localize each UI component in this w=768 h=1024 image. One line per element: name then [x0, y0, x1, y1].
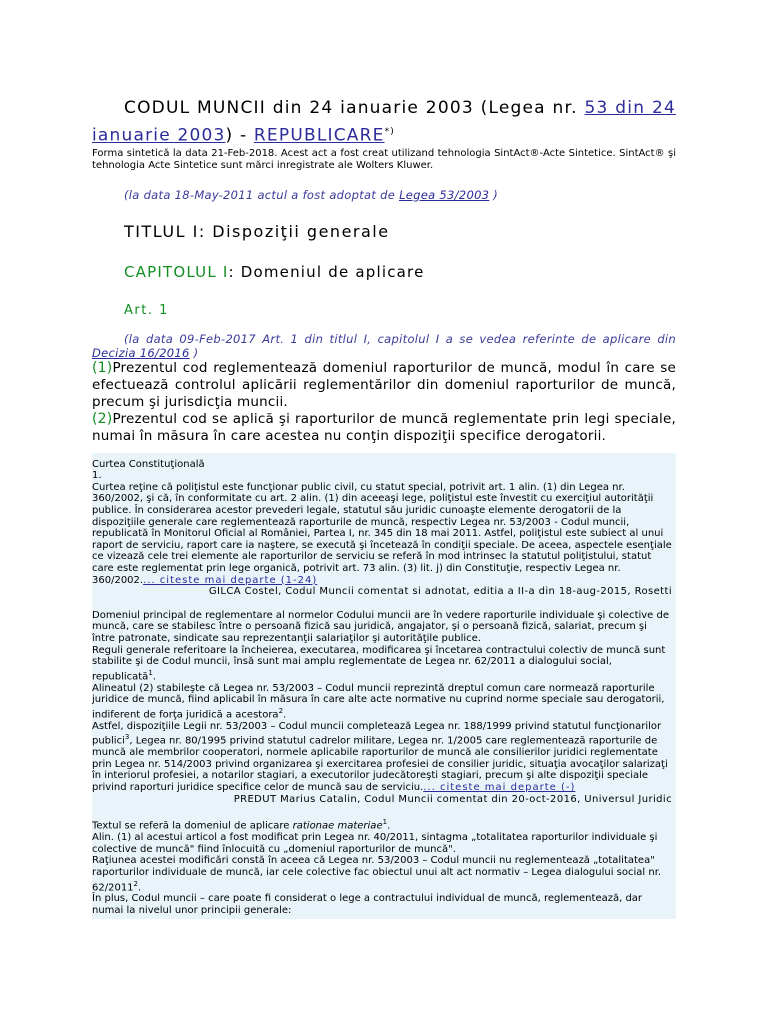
commentary-3-p2: Alin. (1) al acestui articol a fost modificat prin Legea nr. 40/2011, sintagma „totalitatea raporturilor individuale şi colective de muncă" fiind înlocuită cu „domeniul raporturilor de muncă". [92, 832, 658, 855]
paragraph-text: Prezentul cod se aplică şi raporturilor de muncă reglementate prin legi speciale, numai în măsura în care acestea nu conţin dispoziţii specifice derogatorii. [92, 410, 676, 444]
paragraph-number: (1) [92, 359, 113, 376]
commentary-3-p3-text: Raţiunea acestei modificări constă în aceea că Legea nr. 53/2003 – Codul muncii nu reglementează „totalitatea" raporturilor individuale de muncă, iar cele colective fac obiectul unui alt act normativ – Legea dialogului social nr. 62/2011 [92, 855, 662, 893]
commentary-1-author: GILCA Costel, Codul Muncii comentat si adnotat, editia a II-a din 18-aug-2015, Rosetti [208, 586, 672, 598]
read-more-link-1[interactable]: ... citeste mai departe (1-24) [143, 574, 318, 586]
republicare-link[interactable]: REPUBLICARE [253, 125, 385, 146]
law-link[interactable]: 53 din 24 ianuarie 2003 [92, 98, 676, 146]
footnote-ref: 2 [278, 706, 284, 715]
commentary-2-author: PREDUT Marius Catalin, Codul Muncii comentat din 20-oct-2016, Universul Juridic [233, 793, 672, 805]
synthetic-form-note: Forma sintetică la data 21-Feb-2018. Acest act a fost creat utilizand tehnologia SintAct®-Acte Sintetice. SintAct® şi tehnologia Acte Sintetice sunt mărci inregistrate ale Wolters Kluwer. [92, 147, 676, 171]
commentary-2-p3-text: Alineatul (2) stabileşte că Legea nr. 53/2003 – Codul muncii reprezintă dreptul comun care normează raporturile juridice de muncă, fiind aplicabil în măsura în care alte acte normative nu cuprind norme speciale sau derogatorii, indiferent de forţa juridică a acestora [92, 682, 665, 721]
adoption-suffix: ) [489, 187, 499, 202]
article-heading: Art. 1 [124, 302, 169, 318]
republicare-footnote: *) [384, 127, 395, 137]
chapter-heading [124, 263, 676, 281]
paragraph-number: (2) [92, 410, 113, 427]
commentary-2-p2: Reguli generale referitoare la încheierea, executarea, modificarea şi încetarea contractului colectiv de muncă sunt stabilite şi de Codul muncii, însă sunt mai amplu reglementate de Legea nr. 62/2011 a dialogului social, republicată$^1$. [92, 644, 666, 683]
commentary-3-p1-text: Textul se referă la domeniul de aplicare [92, 820, 293, 832]
chapter-label: CAPITOLUL I [124, 262, 229, 281]
title-heading: TITLUL I: Dispoziţii generale [124, 221, 390, 241]
document-title [92, 96, 676, 148]
commentary-1-number: 1. [92, 470, 102, 482]
commentary-1-body: Curtea reţine că poliţistul este funcţionar public civil, cu statut special, potrivit art. 1 alin. (1) din Legea nr. 360/2002, şi că, în conformitate cu art. 2 alin. (1) din aceeaşi lege, poliţistul este învestit cu exerciţiul autorităţii publice. În considerarea acestor prevederi legale, statutul său juridic cunoaşte elemente derogatorii de la dispoziţiile generale care reglementează raporturile de muncă, respectiv Legea nr. 53/2003 - Codul muncii, republicată în Monitorul Oficial al României, Partea I, nr. 345 din 18 mai 2011. Astfel, poliţistul este subiect al unui raport de serviciu, raport care ia naştere, se execută şi încetează în condiţii speciale. De aceea, aspectele esenţiale ce vizează cele trei elemente ale raporturilor de serviciu se referă în mod intrinsec la statutul poliţistului, statut care este reglementat prin lege organică, potrivit art. 73 alin. (3) lit. j) din Constituţie, respectiv Legea nr. 360/2002. [92, 481, 672, 586]
commentary-2-p4-text-a: Astfel, dispoziţiile Legii nr. 53/2003 – Codul muncii completează Legea nr. 188/1999 privind statutul funcţionarilor publici [92, 720, 662, 747]
footnote-ref: 3 [124, 733, 130, 742]
commentary-1-text [92, 482, 672, 586]
adoption-law-link[interactable]: Legea 53/2003 [399, 187, 490, 202]
title-mid: ) - [225, 125, 254, 146]
reference-note [92, 332, 676, 360]
chapter-text: : Domeniul de aplicare [228, 262, 425, 281]
adoption-prefix: (la data 18-May-2011 actul a fost adoptat de [124, 187, 400, 202]
commentary-2-p3: Alineatul (2) stabileşte că Legea nr. 53/2003 – Codul muncii reprezintă dreptul comun care normează raporturile juridice de muncă, fiind aplicabil în măsura în care alte acte normative nu cuprind norme speciale sau derogatorii, indiferent de forţa juridică a acestora$^2$. [92, 682, 665, 721]
commentary-3-p1: Textul se referă la domeniul de aplicare rationae materiae$^1$. [92, 818, 391, 832]
adoption-note [124, 188, 676, 202]
footnote-ref: 1 [148, 668, 153, 677]
paragraph-text: Prezentul cod reglementează domeniul raporturilor de muncă, modul în care se efectuează controlul aplicării reglementărilor din domeniul raporturilor de muncă, precum şi jurisdicţia muncii. [92, 359, 676, 410]
read-more-link-2[interactable]: ... citeste mai departe (-) [423, 782, 576, 794]
reference-prefix: (la data 09-Feb-2017 Art. 1 din titlul I, capitolul I a se vedea referinte de aplicare din [124, 331, 676, 346]
commentary-2-p2-text: Reguli generale referitoare la încheierea, executarea, modificarea şi încetarea contractului colectiv de muncă sunt stabilite şi de Codul muncii, însă sunt mai amplu reglementate de Legea nr. 62/2011 a dialogului social, republicată [92, 644, 666, 683]
decision-link[interactable]: Decizia 16/2016 [92, 345, 190, 360]
commentary-3-p3: Raţiunea acestei modificări constă în aceea că Legea nr. 53/2003 – Codul muncii nu reglementează „totalitatea" raporturilor individuale de muncă, iar cele colective fac obiectul unui alt act normativ – Legea dialogului social nr. 62/2011$^2$. [92, 855, 662, 893]
document-page [92, 96, 676, 919]
commentary-3-italic: rationae materiae [292, 820, 383, 832]
commentary-2-p1: Domeniul principal de reglementare al normelor Codului muncii are în vedere raporturile individuale şi colective de muncă, care se stabilesc între o persoană fizică sau juridică, angajator, şi o persoană fizică, salariat, precum şi între patronate, sindicate sau reprezentanţii salariaţilor şi autorităţile publice. [92, 609, 670, 644]
title-prefix: CODUL MUNCII din 24 ianuarie 2003 (Legea nr. [124, 98, 585, 118]
paragraph-2 [92, 411, 676, 445]
footnote-ref: 2 [133, 879, 139, 888]
reference-suffix: ) [189, 345, 199, 360]
paragraph-1 [92, 360, 676, 411]
commentary-2-p4-text-b: , Legea nr. 80/1995 privind statutul cadrelor militare, Legea nr. 1/2005 care reglementează raporturile de muncă ale membrilor cooperatori, normele aplicabile raporturilor de muncă ale consilierilor juridici reglementate prin Legea nr. 514/2003 privind organizarea şi exercitarea profesiei de consilier juridic, situaţia avocaţilor salarizaţi în interiorul profesiei, a notarilor stagiari, a executorilor judecătoreşti stagiari, precum şi alte dispoziţii speciale privind raporturi juridice specifice celor de muncă sau de serviciu. [92, 735, 668, 794]
commentary-2-p4 [92, 721, 672, 794]
commentary-box [92, 453, 676, 919]
commentary-3-p4: În plus, Codul muncii – care poate fi considerat o lege a contractului individual de muncă, reglementează, dar numai la nivelul unor principii generale: [92, 893, 643, 917]
footnote-ref: 1 [382, 818, 388, 827]
commentary-1-heading: Curtea Constituţională [92, 458, 205, 470]
